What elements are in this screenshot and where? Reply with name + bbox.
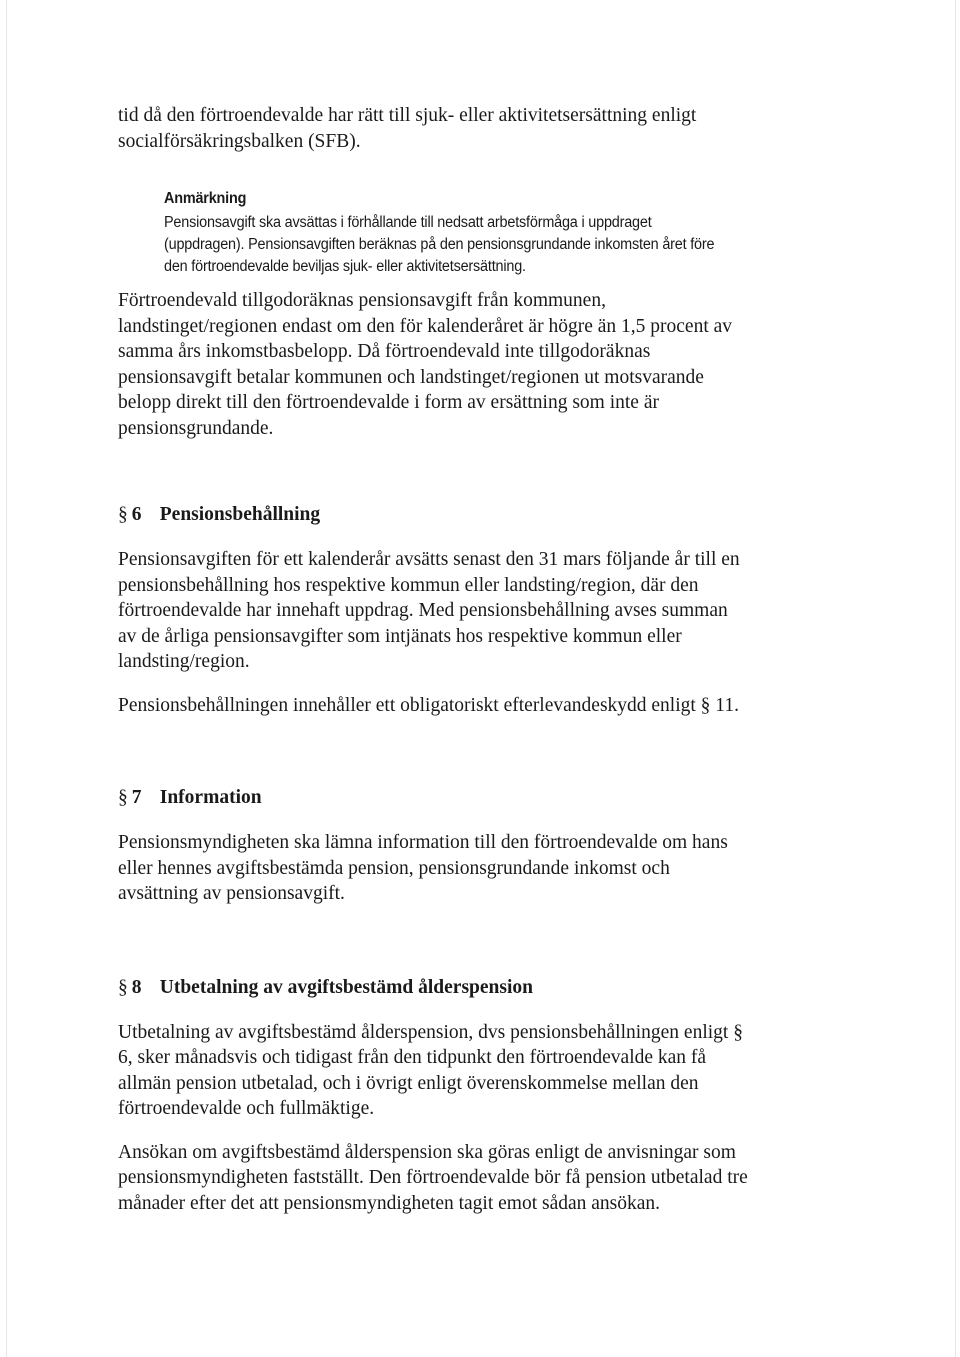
section6-paragraph-1 [118, 547, 808, 675]
note-title: Anmärkning [164, 190, 247, 207]
section7-paragraph-1 [118, 830, 808, 907]
text-line: samma års inkomstbasbelopp. Då förtroendevald inte tillgodoräknas [118, 341, 651, 362]
note-block [118, 188, 808, 278]
scan-right-edge [955, 0, 956, 1357]
section-title: Information [159, 787, 262, 808]
section-heading-7 [118, 785, 808, 810]
text-line: socialförsäkringsbalken (SFB). [118, 130, 361, 152]
text-line: Pensionsavgiften för ett kalenderår avsätts senast den 31 mars följande år till en [118, 549, 740, 570]
scan-left-edge [6, 0, 7, 1357]
text-line: Förtroendevald tillgodoräknas pensionsavgift från kommunen, [118, 290, 606, 311]
section-sign: § [118, 976, 128, 998]
text-line: (uppdragen). Pensionsavgiften beräknas på den pensionsgrundande inkomsten året före [164, 236, 715, 253]
text-line: förtroendevalde har innehaft uppdrag. Med pensionsbehållning avses summan [118, 600, 728, 621]
text-line: eller hennes avgiftsbestämda pension, pensionsgrundande inkomst och [118, 857, 670, 879]
text-line: avsättning av pensionsavgift. [118, 883, 345, 904]
section-title: Utbetalning av avgiftsbestämd ålderspension [159, 976, 533, 998]
document-body [118, 103, 808, 1216]
text-line: pensionsbehållning hos respektive kommun eller landsting/region, där den [118, 574, 699, 596]
text-line: Pensionsmyndigheten ska lämna information till den förtroendevalde om hans [118, 832, 728, 853]
text-line: landsting/region. [118, 651, 250, 672]
text-line: allmän pension utbetalad, och i övrigt enligt överenskommelse mellan den [118, 1072, 699, 1094]
section8-paragraph-1 [118, 1020, 808, 1122]
section6-paragraph-2 [118, 693, 808, 719]
text-line: månader efter det att pensionsmyndigheten tagit emot sådan ansökan. [118, 1192, 661, 1214]
text-line: den förtroendevalde beviljas sjuk- eller aktivitetsersättning. [164, 258, 526, 275]
section-sign: § [118, 787, 128, 808]
text-line: pensionsmyndigheten fastställt. Den förtroendevalde bör få pension utbetalad tre [118, 1167, 748, 1188]
section-number: 6 [131, 504, 142, 525]
section-number: 8 [131, 976, 142, 998]
note-paragraph [164, 212, 763, 278]
section-number: 7 [131, 787, 142, 808]
credit-paragraph [118, 288, 808, 441]
text-line: Pensionsavgift ska avsättas i förhållande till nedsatt arbetsförmåga i uppdraget [164, 214, 652, 231]
section-heading-8 [118, 975, 808, 1000]
text-line: Utbetalning av avgiftsbestämd ålderspension, dvs pensionsbehållningen enligt § [118, 1021, 743, 1043]
section8-paragraph-2 [118, 1140, 808, 1217]
text-line: pensionsavgift betalar kommunen och landstinget/regionen ut motsvarande [118, 366, 704, 388]
text-line: belopp direkt till den förtroendevalde i form av ersättning som inte är [118, 392, 659, 413]
section-title: Pensionsbehållning [159, 504, 321, 525]
text-line: 6, sker månadsvis och tidigast från den tidpunkt den förtroendevalde kan få [118, 1047, 707, 1068]
text-line: förtroendevalde och fullmäktige. [118, 1098, 375, 1119]
text-line: Ansökan om avgiftsbestämd ålderspension ska göras enligt de anvisningar som [118, 1141, 736, 1163]
text-line: pensionsgrundande. [118, 417, 274, 439]
text-line: tid då den förtroendevalde har rätt till sjuk- eller aktivitetsersättning enligt [118, 105, 697, 126]
intro-paragraph [118, 103, 808, 154]
section-heading-6 [118, 502, 808, 527]
text-line: landstinget/regionen endast om den för kalenderåret är högre än 1,5 procent av [118, 315, 733, 337]
text-line: av de årliga pensionsavgifter som intjänats hos respektive kommun eller [118, 625, 682, 647]
text-line: Pensionsbehållningen innehåller ett obligatoriskt efterlevandeskydd enligt § 11. [118, 694, 739, 716]
section-sign: § [118, 504, 128, 525]
